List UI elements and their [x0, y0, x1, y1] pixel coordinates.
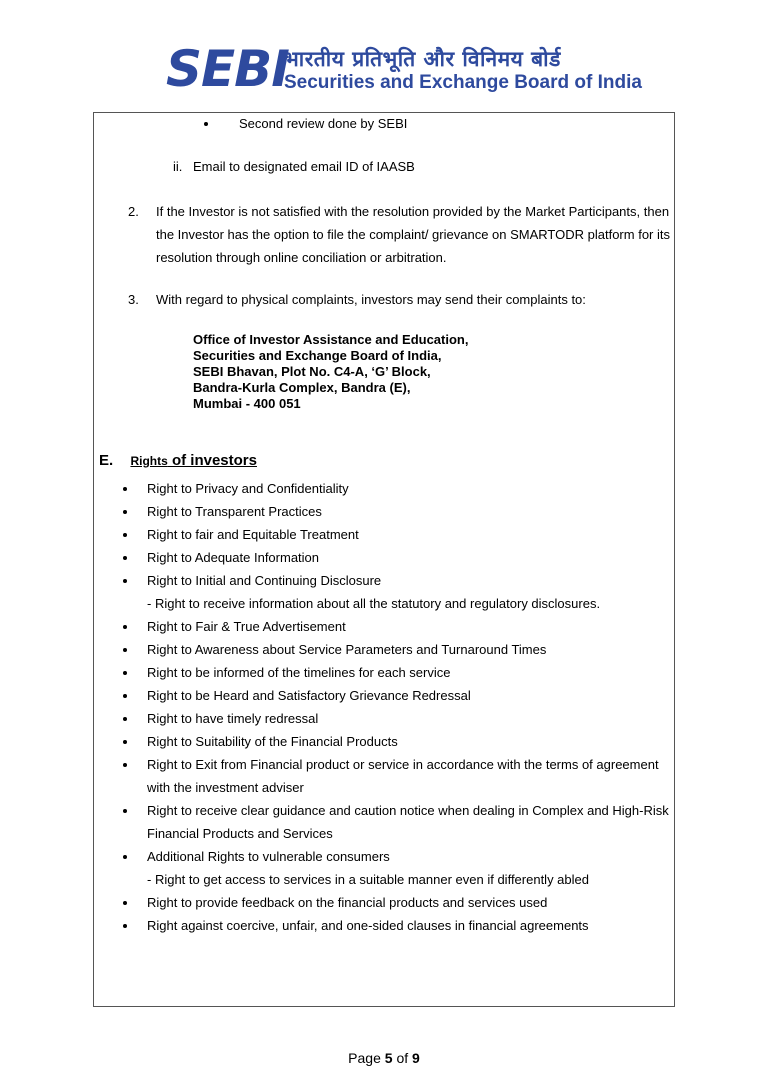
list-item: Right to be Heard and Satisfactory Grievance Redressal	[147, 688, 471, 703]
list-item: Second review done by SEBI	[239, 116, 408, 131]
bullet-icon	[123, 901, 127, 905]
bullet-icon	[123, 694, 127, 698]
list-item: Right to Privacy and Confidentiality	[147, 481, 349, 496]
list-item: Right against coercive, unfair, and one-sided clauses in financial agreements	[147, 918, 589, 933]
list-item-continuation: with the investment adviser	[147, 780, 304, 795]
bullet-icon	[123, 510, 127, 514]
bullet-icon	[123, 625, 127, 629]
page-of-label: of	[392, 1050, 413, 1066]
paragraph-line: With regard to physical complaints, investors may send their complaints to:	[156, 292, 586, 307]
list-item-detail: - Right to receive information about all the statutory and regulatory disclosures.	[147, 596, 601, 611]
sebi-english-title: Securities and Exchange Board of India	[284, 72, 642, 93]
page-number: 5	[384, 1050, 393, 1066]
address-line: Mumbai - 400 051	[193, 396, 301, 411]
bullet-icon	[123, 533, 127, 537]
list-item: Right to Suitability of the Financial Products	[147, 734, 398, 749]
item-number: 3.	[128, 292, 139, 307]
bullet-icon	[123, 579, 127, 583]
list-item-continuation: Financial Products and Services	[147, 826, 333, 841]
section-heading	[99, 452, 257, 469]
list-item: Right to Fair & True Advertisement	[147, 619, 346, 634]
address-line: Office of Investor Assistance and Education,	[193, 332, 469, 347]
list-item-detail: - Right to get access to services in a suitable manner even if differently abled	[147, 872, 589, 887]
address-line: Bandra-Kurla Complex, Bandra (E),	[193, 380, 411, 395]
bullet-icon	[204, 122, 208, 126]
list-item: Right to Awareness about Service Parameters and Turnaround Times	[147, 642, 547, 657]
bullet-icon	[123, 809, 127, 813]
list-item: Right to have timely redressal	[147, 711, 319, 726]
list-item: Right to fair and Equitable Treatment	[147, 527, 359, 542]
bullet-icon	[123, 556, 127, 560]
list-item: Right to Transparent Practices	[147, 504, 322, 519]
paragraph-line: resolution through online conciliation or arbitration.	[156, 250, 447, 265]
list-item: Right to Initial and Continuing Disclosure	[147, 573, 382, 588]
sebi-logo-mark: SEBI	[166, 40, 289, 98]
bullet-icon	[123, 487, 127, 491]
bullet-icon	[123, 763, 127, 767]
paragraph-line: the Investor has the option to file the complaint/ grievance on SMARTODR platform for its	[156, 227, 670, 242]
sebi-logo	[166, 40, 642, 99]
list-item: Right to receive clear guidance and caution notice when dealing in Complex and High-Risk	[147, 803, 669, 818]
list-item: Right to Adequate Information	[147, 550, 320, 565]
bullet-icon	[123, 740, 127, 744]
list-item: Right to be informed of the timelines for each service	[147, 665, 451, 680]
address-line: Securities and Exchange Board of India,	[193, 348, 442, 363]
bullet-icon	[123, 924, 127, 928]
bullet-icon	[123, 671, 127, 675]
list-item: Additional Rights to vulnerable consumers	[147, 849, 390, 864]
paragraph-line: If the Investor is not satisfied with the resolution provided by the Market Participants, then	[156, 204, 670, 219]
bullet-icon	[123, 648, 127, 652]
list-item: Right to Exit from Financial product or service in accordance with the terms of agreement	[147, 757, 659, 772]
page-label: Page	[348, 1050, 385, 1066]
page-footer	[0, 1050, 768, 1066]
list-item: Right to provide feedback on the financial products and services used	[147, 895, 548, 910]
roman-numeral: ii.	[173, 159, 183, 174]
section-letter: E.	[99, 452, 114, 469]
bullet-icon	[123, 855, 127, 859]
address-line: SEBI Bhavan, Plot No. C4-A, ‘G’ Block,	[193, 364, 431, 379]
item-number: 2.	[128, 204, 139, 219]
list-item: Email to designated email ID of IAASB	[193, 159, 415, 174]
page-total: 9	[412, 1050, 420, 1066]
sebi-hindi-title: भारतीय प्रतिभूति और विनिमय बोर्ड	[284, 47, 561, 71]
section-title: Rights of investors	[130, 452, 257, 469]
bullet-icon	[123, 717, 127, 721]
